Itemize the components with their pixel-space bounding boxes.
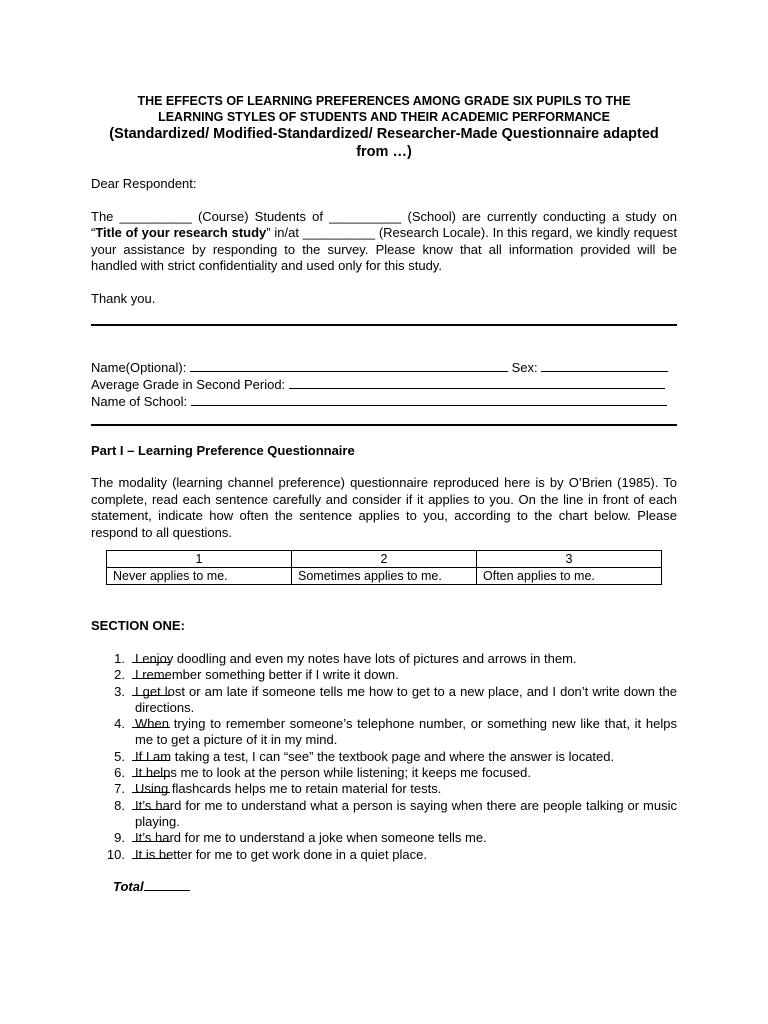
- total-label: Total: [113, 878, 144, 894]
- item-number: 4.: [114, 716, 125, 732]
- list-item: [91, 765, 677, 781]
- answer-blank[interactable]: [132, 749, 170, 761]
- item-number: 1.: [114, 651, 125, 666]
- school-field[interactable]: [191, 393, 667, 406]
- answer-blank[interactable]: [132, 716, 170, 728]
- scale-number-row: [107, 551, 662, 568]
- answer-blank[interactable]: [132, 667, 170, 679]
- school-label: Name of School:: [91, 394, 191, 409]
- item-text: It helps me to look at the person while listening; it keeps me focused.: [135, 765, 531, 781]
- name-sex-row: [91, 359, 677, 376]
- document-subtitle-line-2: from …): [356, 144, 412, 160]
- section-one-heading: SECTION ONE:: [91, 618, 185, 633]
- part-1-instructions: The modality (learning channel preference) questionnaire reproduced here is by O’Brien (1985). To complete, read each sentence carefully and consider if it applies to you. On the line in front of each statement, indicate how often the sentence applies to you, according to the chart below. Please respond to all questions.: [91, 475, 677, 540]
- closing: Thank you.: [91, 290, 156, 306]
- item-number: 2.: [114, 667, 125, 683]
- answer-blank[interactable]: [132, 847, 170, 859]
- total-blank[interactable]: [144, 879, 190, 891]
- name-field[interactable]: [190, 359, 508, 372]
- scale-label-row: [107, 568, 662, 585]
- sex-field[interactable]: [541, 359, 668, 372]
- list-item: [91, 830, 677, 846]
- item-text: It’s hard for me to understand a joke when someone tells me.: [135, 830, 487, 846]
- item-number: 9.: [114, 830, 125, 846]
- item-number: 6.: [114, 765, 125, 781]
- research-title-placeholder: Title of your research study: [95, 225, 267, 240]
- item-text: When trying to remember someone’s telephone number, or something new like that, it helps me to get a picture of it in my mind.: [135, 716, 677, 748]
- frequency-scale-table: [106, 550, 662, 585]
- item-text: It is better for me to get work done in a quiet place.: [135, 846, 427, 862]
- letter-body: [91, 209, 677, 275]
- document-title-line-2: LEARNING STYLES OF STUDENTS AND THEIR ACADEMIC PERFORMANCE: [158, 110, 610, 124]
- grade-field[interactable]: [289, 376, 665, 389]
- scale-number: 2: [292, 551, 477, 568]
- list-item: [91, 798, 677, 831]
- scale-label: Never applies to me.: [107, 568, 292, 585]
- scale-label: Sometimes applies to me.: [292, 568, 477, 585]
- section-one-items: [91, 651, 677, 863]
- list-item: [91, 716, 677, 749]
- answer-blank[interactable]: [132, 830, 170, 842]
- item-number: 5.: [114, 748, 125, 764]
- letter-body-part-1: The __________ (Course) Students of __________ (School) are currently conducting a study on “: [91, 208, 677, 240]
- answer-blank[interactable]: [132, 684, 170, 696]
- item-text: I get lost or am late if someone tells me how to get to a new place, and I don’t write down the directions.: [135, 683, 677, 715]
- divider-top: [91, 324, 677, 326]
- grade-row: [91, 376, 677, 393]
- item-text: I remember something better if I write it down.: [135, 667, 399, 683]
- document-title-line-1: THE EFFECTS OF LEARNING PREFERENCES AMONG GRADE SIX PUPILS TO THE: [137, 94, 631, 108]
- salutation: Dear Respondent:: [91, 176, 197, 191]
- answer-blank[interactable]: [132, 798, 170, 810]
- respondent-fields: [91, 359, 677, 410]
- school-row: [91, 393, 677, 410]
- grade-label: Average Grade in Second Period:: [91, 377, 289, 392]
- answer-blank[interactable]: [132, 765, 170, 777]
- list-item: [91, 651, 677, 667]
- total-label-wrap: [113, 879, 190, 894]
- item-text: If I am taking a test, I can “see” the textbook page and where the answer is located.: [135, 748, 615, 764]
- scale-number: 1: [107, 551, 292, 568]
- item-text: I enjoy doodling and even my notes have lots of pictures and arrows in them.: [135, 651, 577, 666]
- item-number: 8.: [114, 797, 125, 813]
- scale-number: 3: [477, 551, 662, 568]
- item-number: 7.: [114, 781, 125, 797]
- list-item: [91, 749, 677, 765]
- list-item: [91, 684, 677, 717]
- total-row: [91, 879, 677, 894]
- sex-label: Sex:: [507, 360, 542, 375]
- divider-bottom: [91, 424, 677, 426]
- questionnaire-page: [91, 93, 677, 894]
- name-label: Name(Optional):: [91, 360, 190, 375]
- list-item: [91, 847, 677, 863]
- item-number: 10.: [106, 846, 125, 862]
- list-item: [91, 781, 677, 797]
- item-number: 3.: [114, 683, 125, 699]
- document-subtitle-line-1: (Standardized/ Modified-Standardized/ Researcher-Made Questionnaire adapted: [109, 126, 659, 142]
- answer-blank[interactable]: [132, 651, 170, 663]
- answer-blank[interactable]: [132, 781, 170, 793]
- letter-body-part-2: ” in/at __________ (Research Locale). In this regard, we kindly request your assistance by responding to the survey. Please know that all information provided will be handled with strict confidentiality and used only for this study.: [91, 225, 677, 273]
- list-item: [91, 667, 677, 683]
- scale-label: Often applies to me.: [477, 568, 662, 585]
- part-1-heading: Part I – Learning Preference Questionnaire: [91, 443, 355, 458]
- item-text: It’s hard for me to understand what a person is saying when there are people talking or music playing.: [135, 797, 677, 829]
- item-text: Using flashcards helps me to retain material for tests.: [135, 781, 442, 797]
